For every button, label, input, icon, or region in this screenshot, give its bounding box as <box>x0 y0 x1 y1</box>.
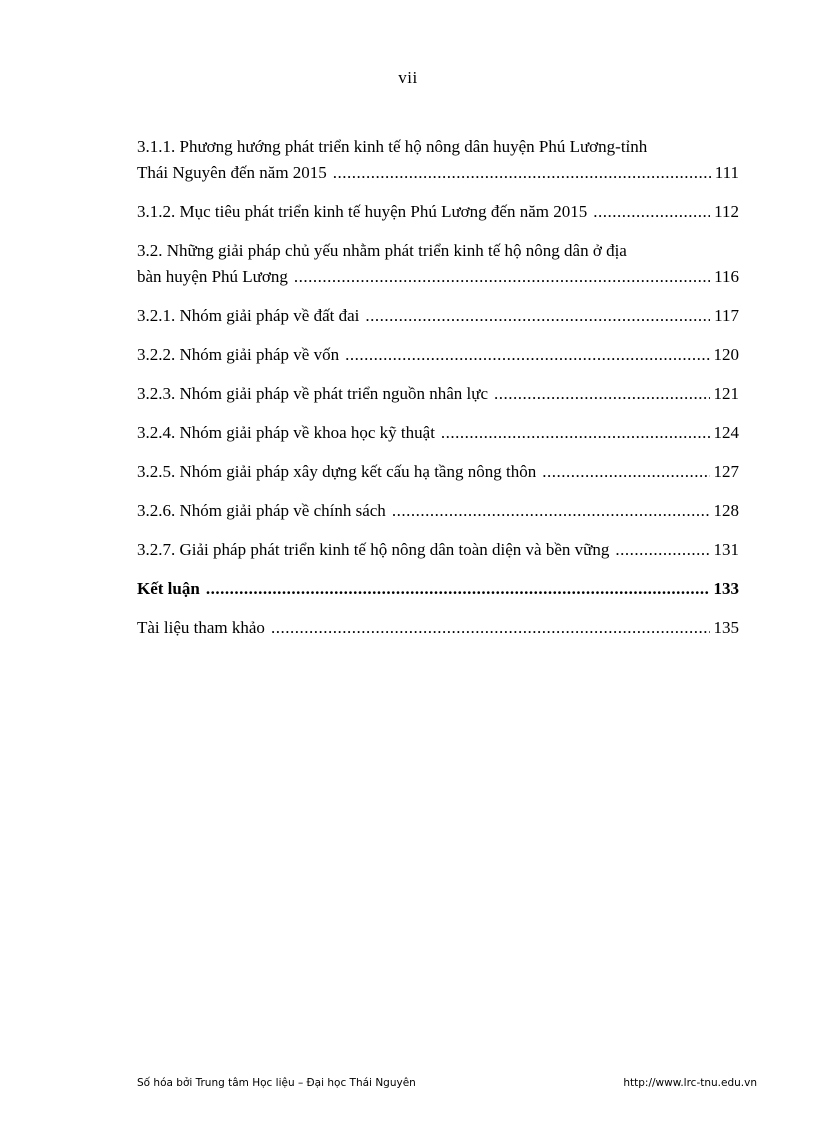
toc-page-number: 127 <box>713 462 739 481</box>
toc-dot-leader <box>494 381 709 407</box>
toc-entry <box>137 238 739 290</box>
toc-entry-line <box>137 342 739 368</box>
toc-dot-leader <box>392 498 710 524</box>
footer-source-text: Số hóa bởi Trung tâm Học liệu – Đại học Thái Nguyên <box>137 1077 416 1089</box>
toc-entry <box>137 615 739 641</box>
toc-entry-line <box>137 160 739 186</box>
toc-entry-title: 3.2.3. Nhóm giải pháp về phát triển nguồn nhân lực <box>137 384 489 403</box>
toc-entry-title: 3.2.7. Giải pháp phát triển kinh tế hộ nông dân toàn diện và bền vững <box>137 540 610 559</box>
toc-entry <box>137 342 739 368</box>
toc-entry-title: 3.2.4. Nhóm giải pháp về khoa học kỹ thuật <box>137 423 435 442</box>
toc-entry <box>137 303 739 329</box>
toc-entry-title-line: 3.2. Những giải pháp chủ yếu nhằm phát triển kinh tế hộ nông dân ở địa <box>137 241 627 260</box>
toc-entry <box>137 537 739 563</box>
toc-dot-leader <box>542 459 709 485</box>
toc-dot-leader <box>365 303 710 329</box>
toc-entry-title: Tài liệu tham khảo <box>137 618 265 637</box>
toc-entry-title-line: 3.1.1. Phương hướng phát triển kinh tế hộ nông dân huyện Phú Lương-tỉnh <box>137 137 648 156</box>
toc-entry-line <box>137 381 739 407</box>
toc-entry <box>137 420 739 446</box>
toc-page-number: 111 <box>714 163 739 182</box>
toc-entry <box>137 134 739 186</box>
toc-entry-title: 3.2.2. Nhóm giải pháp về vốn <box>137 345 340 364</box>
toc-entry <box>137 498 739 524</box>
toc-dot-leader <box>345 342 709 368</box>
toc-entry-title: 3.2.5. Nhóm giải pháp xây dựng kết cấu hạ tầng nông thôn <box>137 462 537 481</box>
toc-entry-line <box>137 420 739 446</box>
toc-dot-leader <box>271 615 710 641</box>
toc-dot-leader <box>615 537 709 563</box>
toc-page-number: 133 <box>713 579 739 598</box>
toc-entry-title: Thái Nguyên đến năm 2015 <box>137 163 327 182</box>
toc-entry-title: 3.2.6. Nhóm giải pháp về chính sách <box>137 501 386 520</box>
footer-url: http://www.lrc-tnu.edu.vn <box>623 1077 757 1089</box>
toc-dot-leader <box>294 264 710 290</box>
toc-dot-leader <box>206 576 710 602</box>
toc-entry-title: 3.1.2. Mục tiêu phát triển kinh tế huyện Phú Lương đến năm 2015 <box>137 202 588 221</box>
toc-entry-title: Kết luận <box>137 579 200 598</box>
toc-entry-line <box>137 264 739 290</box>
toc-page-number: 124 <box>713 423 739 442</box>
table-of-contents <box>137 134 739 654</box>
toc-entry-line <box>137 459 739 485</box>
toc-page-number: 131 <box>713 540 739 559</box>
toc-entry <box>137 459 739 485</box>
toc-entry-line <box>137 576 739 602</box>
toc-entry <box>137 576 739 602</box>
toc-entry-line <box>137 615 739 641</box>
toc-page-number: 112 <box>714 202 739 221</box>
toc-page-number: 128 <box>713 501 739 520</box>
toc-dot-leader <box>333 160 711 186</box>
toc-entry-line <box>137 199 739 225</box>
page-footer <box>137 1077 757 1089</box>
toc-dot-leader <box>593 199 710 225</box>
toc-page-number: 120 <box>713 345 739 364</box>
toc-page-number: 121 <box>713 384 739 403</box>
toc-dot-leader <box>441 420 710 446</box>
toc-entry-line <box>137 498 739 524</box>
toc-page-number: 116 <box>714 267 739 286</box>
toc-entry <box>137 199 739 225</box>
toc-entry-title: bàn huyện Phú Lương <box>137 267 288 286</box>
toc-entry-line <box>137 303 739 329</box>
toc-entry <box>137 381 739 407</box>
toc-page-number: 117 <box>714 306 739 325</box>
toc-page-number: 135 <box>713 618 739 637</box>
page-number: vii <box>398 68 418 87</box>
toc-entry-line <box>137 537 739 563</box>
toc-entry-title: 3.2.1. Nhóm giải pháp về đất đai <box>137 306 360 325</box>
